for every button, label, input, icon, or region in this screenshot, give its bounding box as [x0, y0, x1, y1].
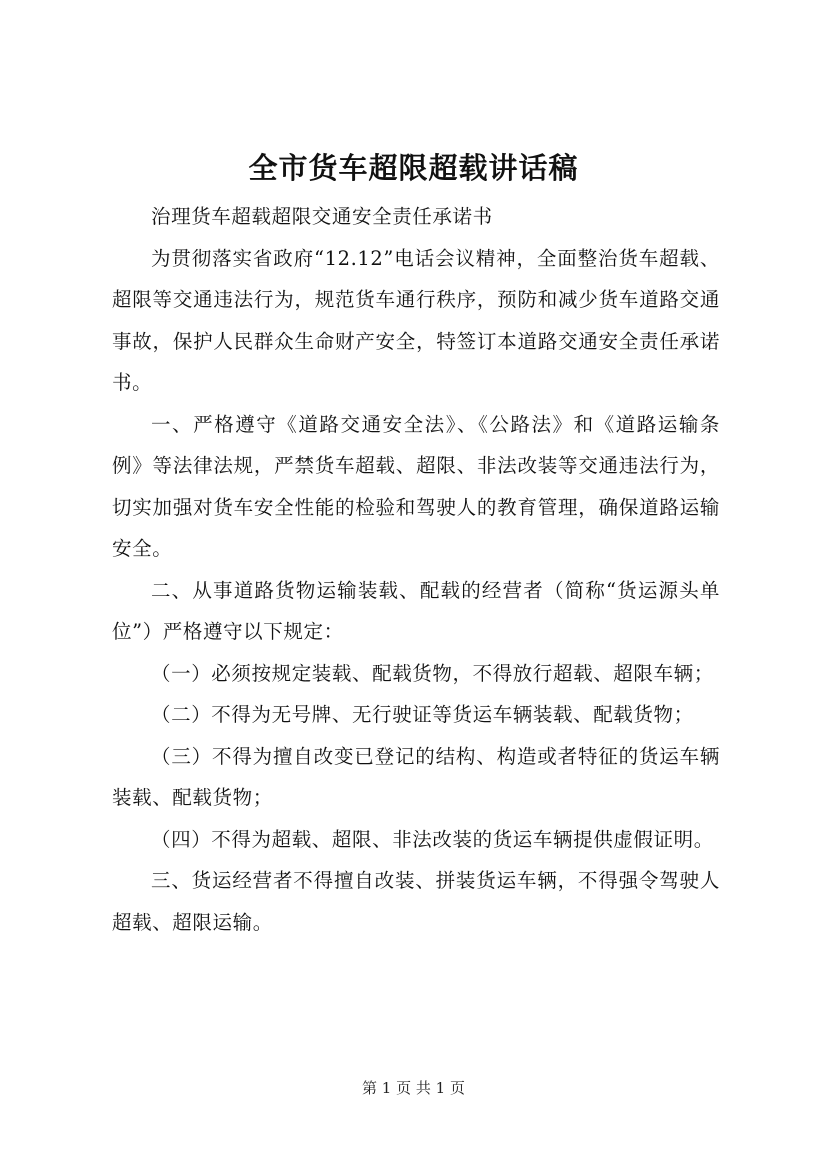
document-body: [112, 196, 720, 943]
paragraph-subitem-1: （一）必须按规定装载、配载货物，不得放行超载、超限车辆；: [151, 661, 714, 685]
paragraph-subitem-2: （二）不得为无号牌、无行驶证等货运车辆装载、配载货物；: [151, 703, 694, 726]
paragraph-subitem-3: （三）不得为擅自改变已登记的结构、构造或者特征的货运车辆装载、配载货物；: [112, 744, 720, 809]
paragraph-item-3: 三、货运经营者不得擅自改装、拼装货运车辆，不得强令驾驶人超载、超限运输。: [112, 869, 720, 934]
paragraph-item-2: 二、从事道路货物运输装载、配载的经营者（简称“货运源头单位”）严格遵守以下规定：: [112, 578, 720, 643]
page-footer: 第 1 页 共 1 页: [362, 1079, 465, 1097]
paragraph-intro: 为贯彻落实省政府“12.12”电话会议精神，全面整治货车超载、超限等交通违法行为，规范货车通行秩序，预防和减少货车道路交通事故，保护人民群众生命财产安全，特签订本道路交通安全责任承诺书。: [112, 246, 720, 394]
paragraph-item-1: 一、严格遵守《道路交通安全法》、《公路法》和《道路运输条例》等法律法规，严禁货车超载、超限、非法改装等交通违法行为，切实加强对货车安全性能的检验和驾驶人的教育管理，确保道路运输安全。: [112, 412, 720, 560]
document-subtitle: 治理货车超载超限交通安全责任承诺书: [151, 205, 493, 228]
document-title: 全市货车超限超载讲话稿: [248, 151, 579, 185]
paragraph-subitem-4: （四）不得为超载、超限、非法改装的货运车辆提供虚假证明。: [151, 827, 714, 851]
